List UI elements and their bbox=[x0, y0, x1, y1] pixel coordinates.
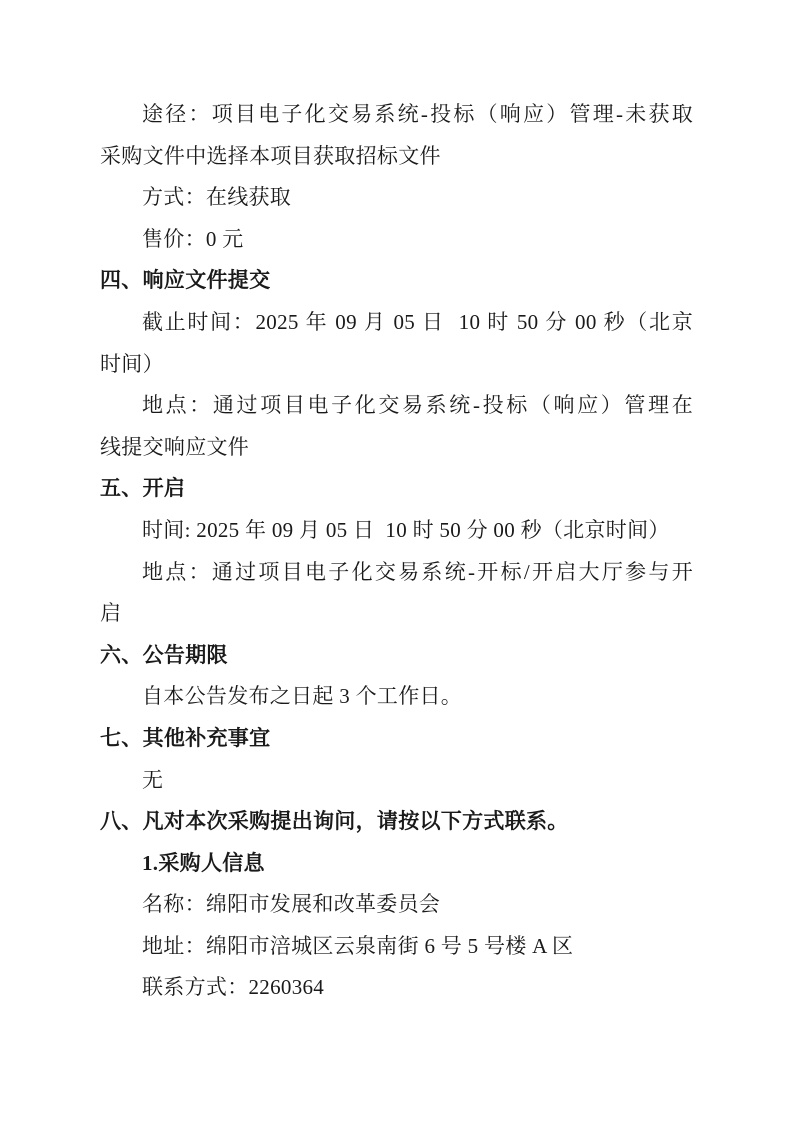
text-line: 联系方式：2260364 bbox=[142, 975, 325, 1000]
text-line: 时间） bbox=[100, 351, 164, 376]
section-heading: 六、公告期限 bbox=[100, 642, 228, 667]
section-heading: 七、其他补充事宜 bbox=[100, 725, 271, 750]
section-heading: 五、开启 bbox=[100, 476, 186, 501]
text-line: 售价：0 元 bbox=[142, 226, 244, 251]
document-body bbox=[100, 94, 693, 1009]
text-line: 地点：通过项目电子化交易系统-投标（响应）管理在 bbox=[142, 393, 693, 418]
text-line: 线提交响应文件 bbox=[100, 434, 250, 459]
text-line: 地址：绵阳市涪城区云泉南街 6 号 5 号楼 A 区 bbox=[142, 933, 574, 958]
text-line: 自本公告发布之日起 3 个工作日。 bbox=[142, 684, 463, 709]
section-heading: 四、响应文件提交 bbox=[100, 268, 271, 293]
sub-heading: 1.采购人信息 bbox=[142, 850, 265, 875]
text-line: 方式：在线获取 bbox=[142, 185, 292, 210]
text-line: 名称：绵阳市发展和改革委员会 bbox=[142, 892, 441, 917]
text-line: 启 bbox=[100, 601, 122, 626]
text-line: 采购文件中选择本项目获取招标文件 bbox=[100, 143, 441, 168]
text-line: 地点：通过项目电子化交易系统-开标/开启大厅参与开 bbox=[142, 559, 693, 584]
section-heading: 八、凡对本次采购提出询问，请按以下方式联系。 bbox=[100, 809, 569, 834]
text-line: 时间: 2025 年 09 月 05 日 10 时 50 分 00 秒（北京时间） bbox=[142, 517, 670, 542]
text-line: 途径：项目电子化交易系统-投标（响应）管理-未获取 bbox=[142, 102, 693, 126]
text-line: 无 bbox=[142, 767, 164, 792]
text-line: 截止时间：2025 年 09 月 05 日 10 时 50 分 00 秒（北京 bbox=[142, 309, 693, 334]
